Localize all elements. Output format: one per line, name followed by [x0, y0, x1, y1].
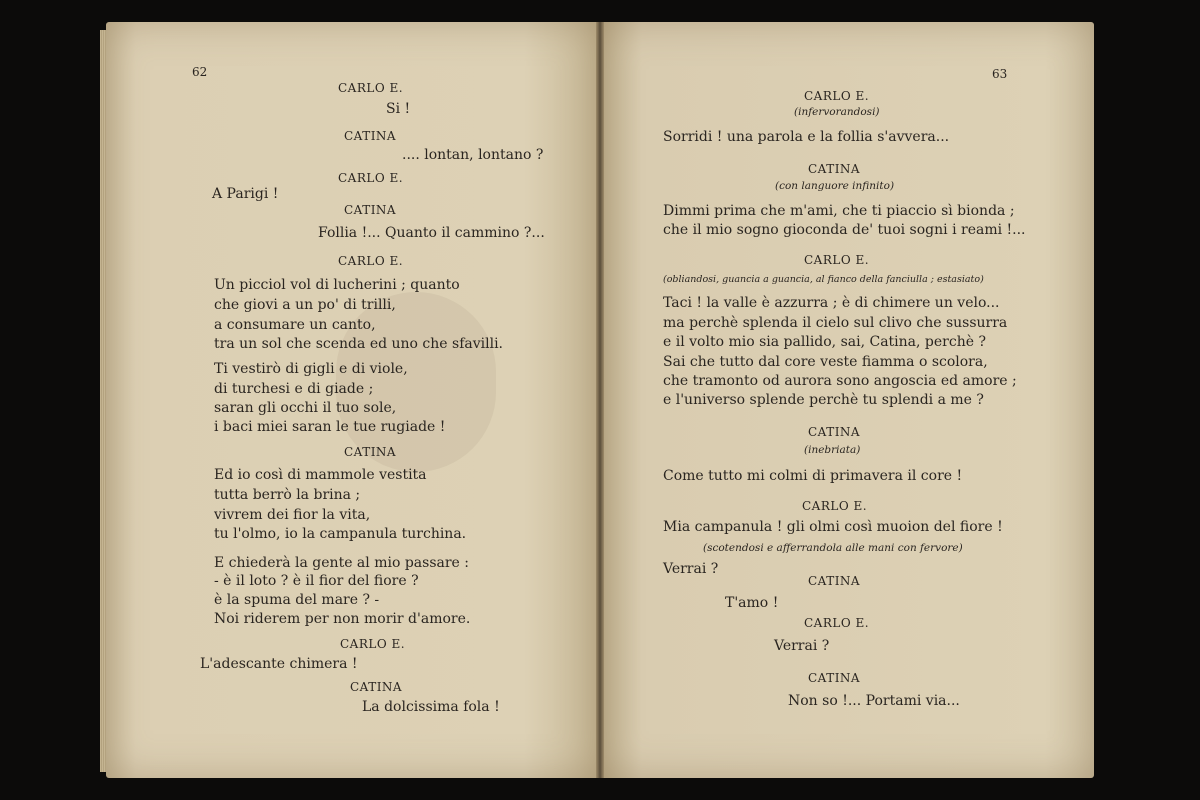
- page-number: 63: [992, 67, 1008, 81]
- verse-line: Ti vestirò di gigli e di viole,: [214, 361, 408, 377]
- verse-line: che il mio sogno gioconda de' tuoi sogni i reami !...: [663, 222, 1026, 238]
- verse-line: L'adescante chimera !: [200, 656, 358, 672]
- speaker-name: CARLO E.: [338, 81, 404, 95]
- speaker-name: CATINA: [808, 671, 861, 685]
- stage-direction: (scotendosi e afferrandola alle mani con fervore): [703, 542, 963, 554]
- verse-line: E chiederà la gente al mio passare :: [214, 555, 470, 571]
- verse-line: .... lontan, lontano ?: [402, 147, 544, 163]
- speaker-name: CARLO E.: [804, 253, 870, 267]
- verse-line: Sorridi ! una parola e la follia s'avvera...: [663, 129, 950, 145]
- stage-direction: (infervorandosi): [794, 106, 880, 118]
- verse-line: Mia campanula ! gli olmi così muoion del fiore !: [663, 519, 1003, 535]
- verse-line: e l'universo splende perchè tu splendi a me ?: [663, 392, 984, 408]
- verse-line: - è il loto ? è il fior del fiore ?: [214, 573, 419, 589]
- verse-line: e il volto mio sia pallido, sai, Catina, perchè ?: [663, 334, 986, 350]
- verse-line: A Parigi !: [212, 186, 279, 202]
- verse-line: vivrem dei fior la vita,: [214, 507, 371, 523]
- stage-direction: (obliandosi, guancia a guancia, al fianco della fanciulla ; estasiato): [663, 274, 984, 285]
- verse-line: Dimmi prima che m'ami, che ti piaccio sì bionda ;: [663, 203, 1015, 219]
- verse-line: è la spuma del mare ? -: [214, 592, 380, 608]
- speaker-name: CARLO E.: [338, 171, 404, 185]
- verse-line: Ed io così di mammole vestita: [214, 467, 427, 483]
- speaker-name: CATINA: [350, 680, 403, 694]
- verse-line: Verrai ?: [663, 561, 719, 577]
- verse-line: tu l'olmo, io la campanula turchina.: [214, 526, 467, 542]
- speaker-name: CARLO E.: [802, 499, 868, 513]
- verse-line: i baci miei saran le tue rugiade !: [214, 419, 446, 435]
- verse-line: Sai che tutto dal core veste fiamma o scolora,: [663, 354, 988, 370]
- verse-line: T'amo !: [725, 595, 779, 611]
- stage-direction: (inebriata): [804, 444, 861, 456]
- speaker-name: CATINA: [344, 445, 397, 459]
- speaker-name: CATINA: [344, 129, 397, 143]
- speaker-name: CATINA: [808, 162, 861, 176]
- verse-line: Un picciol vol di lucherini ; quanto: [214, 277, 460, 293]
- verse-line: Verrai ?: [774, 638, 830, 654]
- speaker-name: CATINA: [808, 574, 861, 588]
- verse-line: Non so !... Portami via...: [788, 693, 960, 709]
- stage-direction: (con languore infinito): [775, 180, 895, 192]
- page-number: 62: [192, 65, 208, 79]
- verse-line: Si !: [386, 101, 411, 117]
- speaker-name: CATINA: [808, 425, 861, 439]
- verse-line: tra un sol che scenda ed uno che sfavilli.: [214, 336, 504, 352]
- verse-line: che giovi a un po' di trilli,: [214, 297, 396, 313]
- speaker-name: CATINA: [344, 203, 397, 217]
- verse-line: saran gli occhi il tuo sole,: [214, 400, 397, 416]
- verse-line: Noi riderem per non morir d'amore.: [214, 611, 471, 627]
- speaker-name: CARLO E.: [804, 89, 870, 103]
- verse-line: a consumare un canto,: [214, 317, 376, 333]
- speaker-name: CARLO E.: [338, 254, 404, 268]
- verse-line: Taci ! la valle è azzurra ; è di chimere un velo...: [663, 295, 1000, 311]
- speaker-name: CARLO E.: [340, 637, 406, 651]
- verse-line: Come tutto mi colmi di primavera il core !: [663, 468, 963, 484]
- verse-line: di turchesi e di giade ;: [214, 381, 374, 397]
- verse-line: tutta berrò la brina ;: [214, 487, 361, 503]
- verse-line: ma perchè splenda il cielo sul clivo che sussurra: [663, 315, 1008, 331]
- book-gutter: [596, 22, 604, 778]
- speaker-name: CARLO E.: [804, 616, 870, 630]
- verse-line: Follia !... Quanto il cammino ?...: [318, 225, 545, 241]
- verse-line: che tramonto od aurora sono angoscia ed amore ;: [663, 373, 1017, 389]
- verse-line: La dolcissima fola !: [362, 699, 500, 715]
